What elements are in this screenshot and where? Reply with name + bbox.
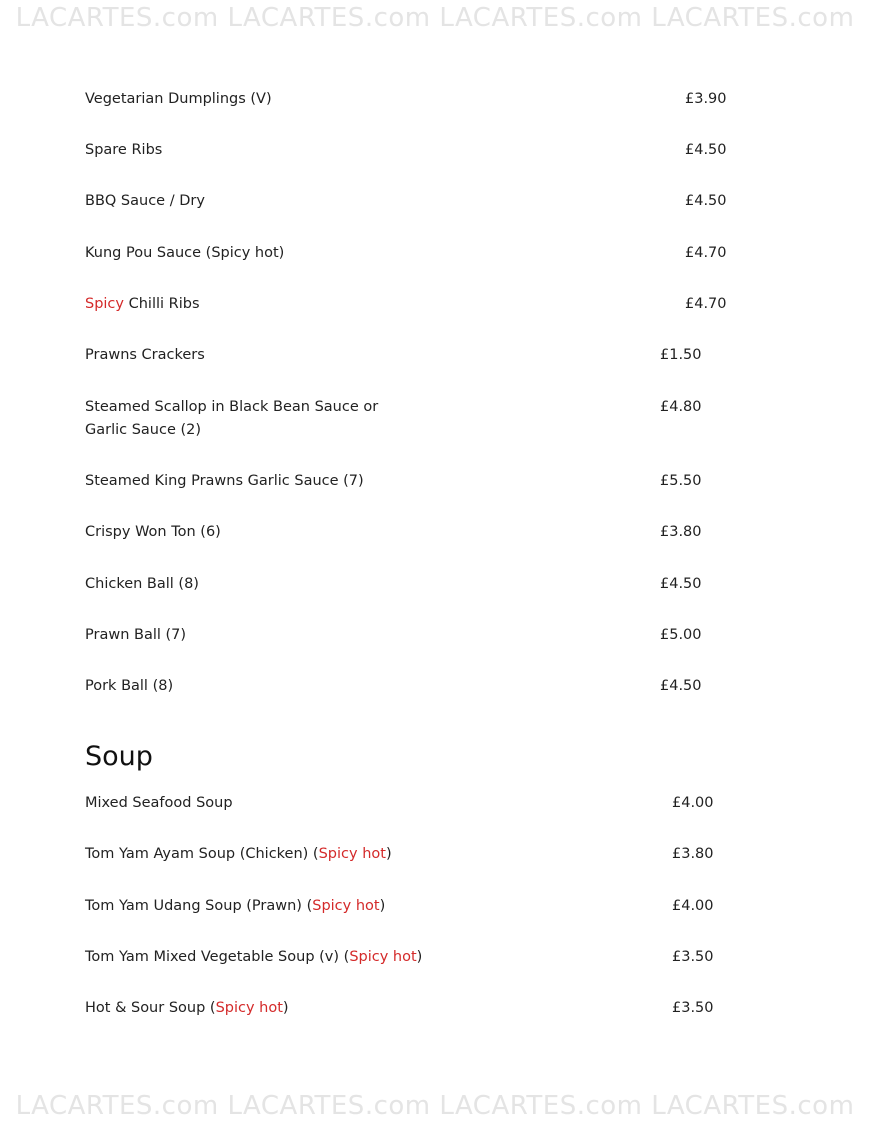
menu-item-name	[85, 997, 289, 1020]
menu-item-name-line2: Garlic Sauce (2)	[85, 422, 202, 438]
menu-item-name-close: )	[385, 846, 392, 862]
menu-item-price: £3.80	[660, 524, 702, 540]
menu-item-name: Pork Ball (8)	[85, 678, 174, 694]
menu-item-price: £4.50	[660, 678, 702, 694]
watermark-bottom: LACARTES.com LACARTES.com LACARTES.com LACARTES.com	[15, 1091, 855, 1121]
menu-item-name	[85, 293, 200, 316]
spicy-label: Spicy	[85, 296, 124, 312]
menu-item-name	[85, 843, 392, 866]
menu-item-price: £4.50	[685, 193, 727, 209]
menu-item-name-close: )	[416, 949, 423, 965]
menu-item-price: £3.50	[672, 1000, 714, 1016]
menu-item-name: Kung Pou Sauce (Spicy hot)	[85, 245, 285, 261]
menu-item-price: £4.70	[685, 245, 727, 261]
menu-item-name: Chicken Ball (8)	[85, 576, 199, 592]
menu-item-price: £4.50	[660, 576, 702, 592]
menu-item-price: £3.80	[672, 846, 714, 862]
menu-item-price: £4.00	[672, 898, 714, 914]
menu-item-price: £3.50	[672, 949, 714, 965]
menu-item-name: BBQ Sauce / Dry	[85, 193, 205, 209]
menu-item-price: £5.50	[660, 473, 702, 489]
watermark-top: LACARTES.com LACARTES.com LACARTES.com LACARTES.com	[15, 3, 855, 33]
menu-item-name: Prawns Crackers	[85, 347, 205, 363]
spicy-label: Spicy hot	[318, 846, 386, 862]
menu-item-name: Prawn Ball (7)	[85, 627, 187, 643]
menu-item-name: Vegetarian Dumplings (V)	[85, 91, 272, 107]
menu-item-name-text: Tom Yam Mixed Vegetable Soup (v) (	[85, 949, 350, 965]
menu-item-price: £4.70	[685, 296, 727, 312]
menu-item-name-text: Hot & Sour Soup (	[85, 1000, 216, 1016]
menu-item-name	[85, 946, 422, 969]
menu-item-name	[85, 895, 385, 918]
menu-item-name: Mixed Seafood Soup	[85, 795, 233, 811]
menu-item-name-close: )	[379, 898, 386, 914]
menu-item-name-line1: Steamed Scallop in Black Bean Sauce or	[85, 399, 379, 415]
section-title-soup: Soup	[85, 741, 153, 772]
spicy-label: Spicy hot	[312, 898, 380, 914]
menu-item-name: Crispy Won Ton (6)	[85, 524, 221, 540]
menu-item-price: £4.00	[672, 795, 714, 811]
menu-item-name-close: )	[282, 1000, 289, 1016]
menu-item-price: £4.50	[685, 142, 727, 158]
spicy-label: Spicy hot	[349, 949, 417, 965]
menu-item-price: £3.90	[685, 91, 727, 107]
menu-item-name-text: Tom Yam Udang Soup (Prawn) (	[85, 898, 313, 914]
menu-item-price: £4.80	[660, 399, 702, 415]
spicy-label: Spicy hot	[215, 1000, 283, 1016]
menu-item-name: Spare Ribs	[85, 142, 163, 158]
menu-item-price: £1.50	[660, 347, 702, 363]
menu-item-name-text: Chilli Ribs	[124, 296, 200, 312]
menu-item-name-text: Tom Yam Ayam Soup (Chicken) (	[85, 846, 319, 862]
menu-item-price: £5.00	[660, 627, 702, 643]
menu-item-name: Steamed King Prawns Garlic Sauce (7)	[85, 473, 364, 489]
